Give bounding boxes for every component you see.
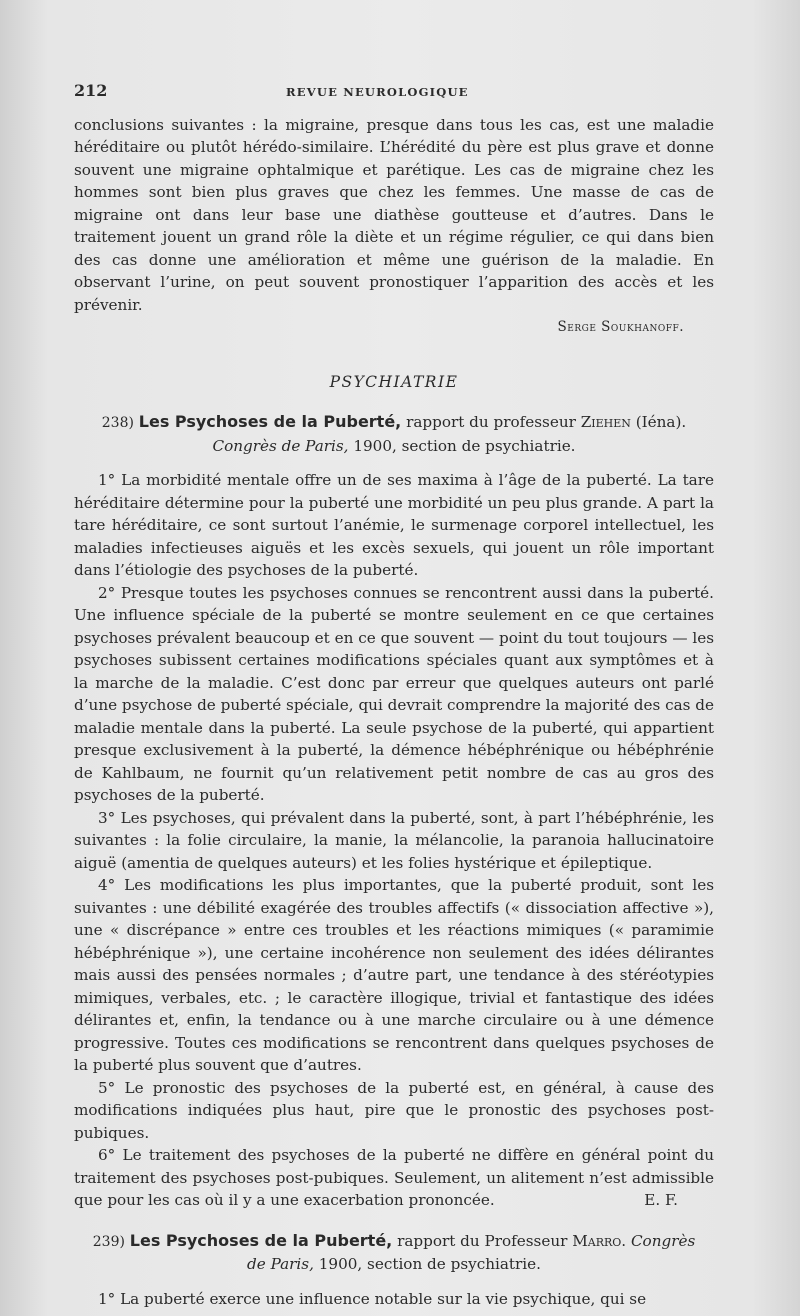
article-238-congress-rest: 1900, section de psychiatrie. — [353, 436, 576, 455]
article-238-heading — [74, 411, 714, 457]
article-239-rapport: rapport du Professeur — [397, 1231, 568, 1250]
section-title: PSYCHIATRIE — [329, 372, 459, 391]
article-238-paragraph-6 — [74, 1144, 714, 1212]
article-238-paragraph-2: 2° Presque toutes les psychoses connues se rencontrent aussi dans la puberté. Une influence spéciale de la puberté se montre seulement en ce que certaines psychoses prévalent beaucoup et en ce que souvent — point du tout toujours — les psychoses subissent certaines modifications spéciales quant aux symptômes et à la marche de la maladie. C’est donc par erreur que quelques auteurs ont parlé d’une psychose de puberté spéciale, qui devrait comprendre la majorité des cas de maladie mentale dans la puberté. La seule psychose de la puberté, qui appartient presque exclusivement à la puberté, la démence hébéphrénique ou hébéphrénie de Kahlbaum, ne fournit qu’un relativement petit nombre de cas au gros des psychoses de la puberté. — [74, 583, 714, 804]
article-238-paragraph-6-text: 6° Le traitement des psychoses de la puberté ne diffère en général point du traitement des psychoses post-pubiques. Seulement, un alitement n’est admissible que pour les cas où il y a une exacerbation prononcée. — [74, 1146, 714, 1209]
journal-title: REVUE NEUROLOGIQUE — [286, 85, 469, 99]
article-238-paragraph-1: 1° La morbidité mentale offre un de ses maxima à l’âge de la puberté. La tare héréditaire détermine pour la puberté une morbidité un peu plus grande. A part la tare héréditaire, ce sont surtout l’anémie, le surmenage corporel intellectuel, les maladies infectieuses aiguës et les excès sexuels, qui jouent un rôle important dans l’étiologie des psychoses de la puberté. — [74, 471, 714, 579]
article-238-congress: Congrès de Paris, — [212, 436, 349, 455]
article-239-heading — [74, 1230, 714, 1276]
previous-article-signature: Serge Soukhanoff. — [557, 319, 684, 335]
article-238-signature: E. F. — [644, 1191, 678, 1209]
article-239-number: 239) — [92, 1233, 125, 1250]
article-gap — [74, 1212, 714, 1230]
article-239-author: Marro. — [572, 1231, 627, 1250]
article-238-title: Les Psychoses de la Puberté, — [138, 412, 402, 431]
article-238-paragraph-3: 3° Les psychoses, qui prévalent dans la puberté, sont, à part l’hébéphrénie, les suivantes : la folie circulaire, la manie, la mélancolie, la paranoia hallucinatoire aiguë (amentia de quelques auteurs) et les folies hystérique et épileptique. — [74, 808, 714, 872]
page-number: 212 — [74, 81, 108, 100]
running-header — [74, 80, 714, 104]
article-239-congress-rest: 1900, section de psychiatrie. — [318, 1255, 541, 1273]
article-239-congress: Congrès de Paris, — [247, 1231, 696, 1273]
article-239-title: Les Psychoses de la Puberté, — [129, 1230, 393, 1250]
article-238-author: Ziehen — [580, 413, 631, 431]
article-238-place: (Iéna). — [635, 413, 687, 431]
previous-article-text: conclusions suivantes : la migraine, presque dans tous les cas, est une maladie héréditaire ou plutôt hérédo-similaire. L’hérédité du père est plus grave et donne souvent une migraine ophtalmique et parétique. Les cas de migraine chez les hommes sont bien plus graves que chez les femmes. Une masse de cas de migraine ont dans leur base une diathèse goutteuse et d’autres. Dans le traitement jouent un grand rôle la diète et un régime régulier, ce qui dans bien des cas donne une amélioration et même une guérison de la maladie. En observant l’urine, on peut souvent pronostiquer l’apparition des accès et les prévenir. — [74, 115, 714, 314]
article-238-rapport: rapport du professeur — [406, 413, 576, 431]
page-content — [74, 80, 714, 1310]
article-239-first-line: 1° La puberté exerce une influence notable sur la vie psychique, qui se — [98, 1289, 647, 1308]
article-238-paragraph-4: 4° Les modifications les plus importantes, que la puberté produit, sont les suivantes : une débilité exagérée des troubles affectifs (« dissociation affective »), une « discrépance » entre ces troubles et les réactions mimiques (« paramimie hébéphrénique »), une certaine incohérence non seulement des idées délirantes mais aussi des pensées normales ; d’autre part, une tendance à des stéréotypies mimiques, verbales, etc. ; le caractère illogique, trivial et fantastique des idées délirantes et, enfin, la tendance ou à une marche circulaire ou à une démence progressive. Toutes ces modifications se rencontrent dans quelques psychoses de la puberté plus souvent que d’autres. — [74, 876, 714, 1074]
article-238-number: 238) — [101, 415, 134, 431]
article-238-paragraph-5: 5° Le pronostic des psychoses de la puberté est, en général, à cause des modifications indiquées plus haut, pire que le pronostic des psychoses post-pubiques. — [74, 1078, 714, 1142]
